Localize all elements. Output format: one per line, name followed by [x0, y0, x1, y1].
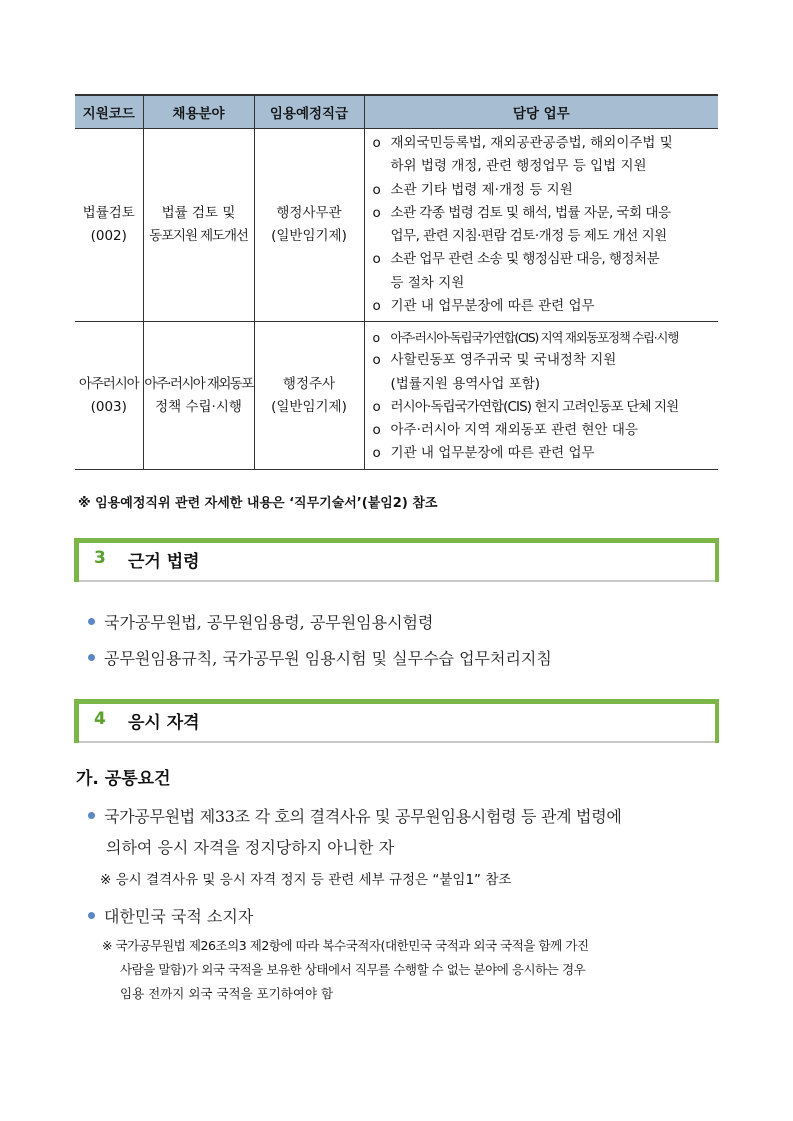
duty-text: 기관 내 업무분장에 따른 관련 업무: [390, 298, 595, 315]
duty-text-cont: (법률지원 용역사업 포함): [390, 375, 541, 392]
cell-code: [75, 322, 143, 470]
cell-field: [143, 129, 254, 322]
bullet-dot-icon: [88, 812, 95, 819]
duty-text: 소관 업무 관련 소송 및 행정심판 대응, 행정처분: [390, 251, 660, 268]
duty-text: 기관 내 업무분장에 따른 관련 업무: [390, 445, 595, 462]
cell-code: [75, 129, 143, 322]
cell-grade: [254, 322, 364, 470]
list-item: [88, 610, 433, 633]
duty-item: [371, 179, 715, 202]
duty-bullet: o: [372, 445, 381, 462]
list-item-text: 대한민국 국적 소지자: [104, 907, 254, 926]
bullet-dot-icon: [88, 618, 95, 625]
duty-item: [371, 396, 715, 419]
field-line: 아주·러시아 재외동포: [144, 375, 253, 392]
duty-bullet: o: [372, 352, 381, 369]
duty-bullet: o: [372, 329, 379, 345]
cell-duties: [364, 322, 718, 470]
bullet-dot-icon: [88, 654, 95, 661]
duty-text: 재외국민등록법, 재외공관공증법, 해외이주법 및: [390, 135, 673, 151]
bullet-dot-icon: [88, 912, 95, 919]
item-note: ※ 국가공무원법 제26조의3 제2항에 따라 복수국적자(대한민국 국적과 외국 국적을 함께 가진: [102, 938, 589, 953]
duty-text: 아주·러시아·독립국가연합(CIS) 지역 재외동포정책 수립·시행: [390, 329, 678, 345]
cell-field: [143, 322, 254, 470]
field-line: 법률 검토 및: [161, 205, 236, 222]
grade-line: 행정사무관: [276, 205, 342, 222]
duty-text-cont: 하위 법령 개정, 관련 행정업무 등 입법 지원: [390, 158, 647, 175]
code-number: (003): [90, 398, 127, 415]
duty-text: 소관 기타 법령 제·개정 등 지원: [390, 181, 573, 198]
duty-text: 러시아·독립국가연합(CIS) 현지 고려인동포 단체 지원: [390, 398, 679, 415]
section-header-3: [74, 538, 719, 582]
duty-text: 소관 각종 법령 검토 및 해석, 법률 자문, 국회 대응: [390, 204, 671, 221]
duty-table: [75, 94, 718, 470]
grade-line: 행정주사: [282, 375, 336, 392]
grade-line: (일반임기제): [271, 398, 347, 415]
header-field: 채용분야: [143, 95, 254, 129]
list-item-text: 공무원임용규칙, 국가공무원 임용시험 및 실무수습 업무처리지침: [104, 649, 552, 668]
duty-bullet: o: [372, 251, 381, 268]
duty-text-cont: 업무, 관련 지침·편람 검토·개정 등 제도 개선 지원: [390, 228, 667, 245]
section-header-4: [74, 699, 719, 743]
table-row: [75, 129, 718, 322]
code-number: (002): [90, 228, 127, 245]
duty-item: [371, 349, 715, 372]
cell-grade: [254, 129, 364, 322]
duty-text: 아주·러시아 지역 재외동포 관련 현안 대응: [390, 422, 638, 439]
duty-item: [371, 442, 715, 465]
duty-item: [371, 132, 715, 155]
duty-item: [371, 326, 715, 349]
duty-bullet: o: [372, 298, 381, 315]
list-item: [88, 646, 552, 669]
table-row: [75, 322, 718, 470]
section-title: 응시 자격: [128, 713, 200, 733]
section-number: 4: [94, 709, 106, 729]
duty-text-cont: 등 절차 지원: [390, 274, 465, 291]
header-grade: 임용예정직급: [254, 95, 364, 129]
field-line: 정책 수립·시행: [155, 398, 242, 415]
item-note-cont: 임용 전까지 외국 국적을 포기하여야 함: [120, 986, 334, 1001]
duty-bullet: o: [372, 181, 381, 198]
section-title: 근거 법령: [128, 552, 200, 572]
list-item: [88, 804, 622, 827]
duty-item: [371, 419, 715, 442]
list-item-text: 국가공무원법 제33조 각 호의 결격사유 및 공무원임용시험령 등 관계 법령에: [104, 807, 622, 826]
duty-bullet: o: [372, 398, 380, 415]
duty-bullet: o: [372, 422, 381, 439]
list-item-cont: 의하여 응시 자격을 정지당하지 아니한 자: [106, 838, 395, 857]
duty-item: [371, 248, 715, 271]
header-code: 지원코드: [75, 95, 143, 129]
sub-heading: 가. 공통요건: [76, 769, 171, 789]
table-header-row: [75, 95, 718, 129]
cell-duties: [364, 129, 718, 322]
duty-item: [371, 295, 715, 318]
field-line: 동포지원 제도개선: [149, 228, 248, 245]
duty-bullet: o: [372, 204, 381, 221]
duty-text: 사할린동포 영주귀국 및 국내정착 지원: [390, 352, 617, 369]
section-number: 3: [94, 548, 106, 568]
code-name: 아주러시아: [78, 375, 139, 392]
header-duties: 담당 업무: [364, 95, 718, 129]
code-name: 법률검토: [82, 205, 135, 222]
grade-line: (일반임기제): [271, 228, 347, 245]
duty-bullet: o: [372, 135, 381, 151]
item-note: ※ 응시 결격사유 및 응시 자격 정지 등 관련 세부 규정은 “붙임1” 참조: [100, 872, 512, 888]
table-note: ※ 임용예정직위 관련 자세한 내용은 ‘직무기술서’(붙임2) 참조: [78, 496, 438, 511]
duty-item: [371, 202, 715, 225]
list-item: [88, 904, 253, 927]
list-item-text: 국가공무원법, 공무원임용령, 공무원임용시험령: [104, 613, 434, 632]
item-note-cont: 사람을 말함)가 외국 국적을 보유한 상태에서 직무를 수행할 수 없는 분야에 응시하는 경우: [120, 962, 586, 977]
